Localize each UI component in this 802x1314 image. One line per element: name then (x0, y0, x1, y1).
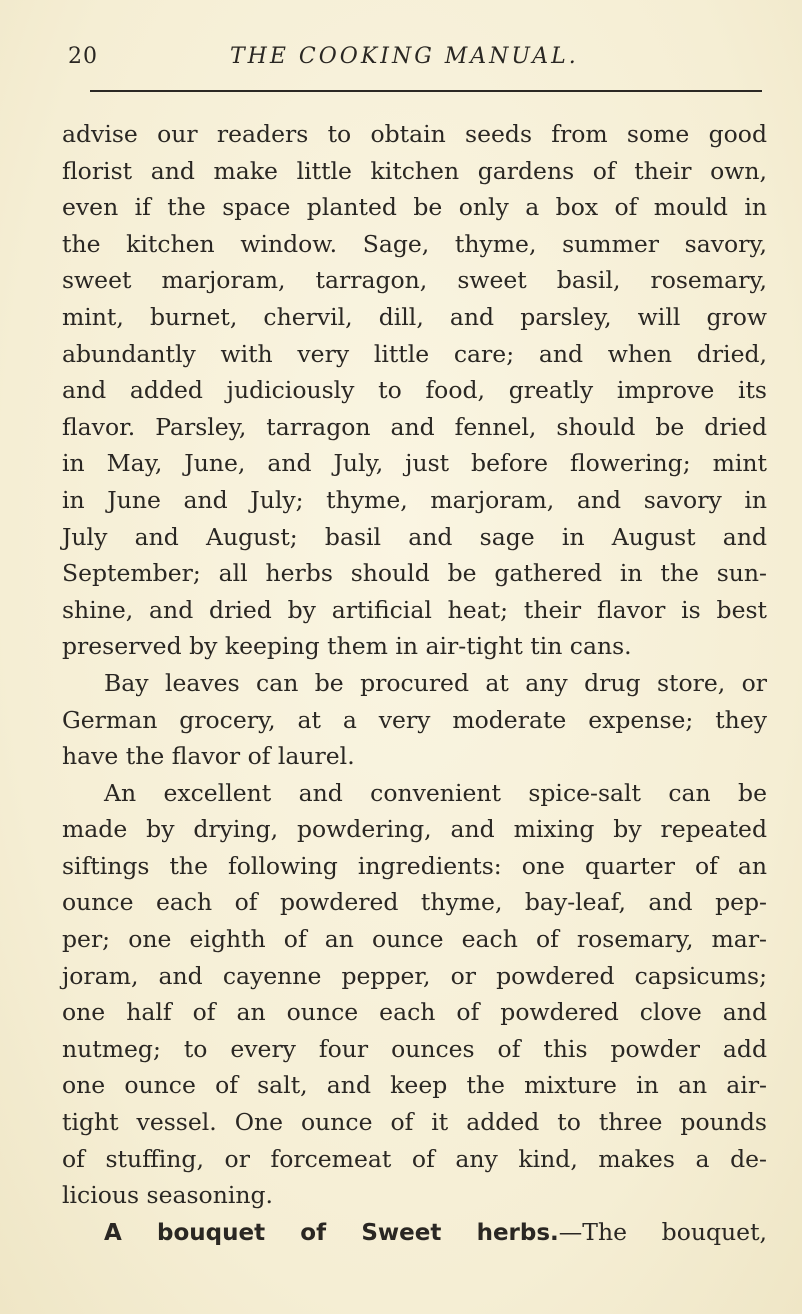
text-line: flavor. Parsley, tarragon and fennel, should be dried (62, 412, 767, 441)
text-line: joram, and cayenne pepper, or powdered capsicums; (62, 961, 767, 990)
text-line: florist and make little kitchen gardens of their own, (62, 156, 767, 185)
page-number: 20 (68, 44, 98, 69)
text-line: and added judiciously to food, greatly improve its (62, 376, 767, 405)
text-line: Bay leaves can be procured at any drug store, or (104, 668, 767, 697)
text-line: of stuffing, or forcemeat of any kind, makes a de- (62, 1144, 767, 1173)
body-text (62, 116, 767, 1250)
text-line: even if the space planted be only a box of mould in (62, 193, 767, 222)
text-line: siftings the following ingredients: one quarter of an (62, 851, 767, 880)
text-line: licious seasoning. (62, 1181, 274, 1210)
section-heading: A bouquet of Sweet herbs. (104, 1219, 559, 1246)
text-line: made by drying, powdering, and mixing by repeated (62, 815, 767, 844)
text-line: per; one eighth of an ounce each of rosemary, mar- (62, 925, 767, 954)
text-line: ounce each of powdered thyme, bay-leaf, and pep- (62, 888, 767, 917)
text-line: shine, and dried by artificial heat; their flavor is best (62, 595, 767, 624)
text-line: one ounce of salt, and keep the mixture in an air- (62, 1071, 767, 1100)
running-title: THE COOKING MANUAL. (230, 44, 579, 69)
text-line: tight vessel. One ounce of it added to three pounds (62, 1108, 767, 1137)
text-line: preserved by keeping them in air-tight tin cans. (62, 632, 632, 661)
text-line: advise our readers to obtain seeds from some good (62, 120, 767, 148)
text-line: nutmeg; to every four ounces of this powder add (62, 1034, 767, 1063)
text-line: An excellent and convenient spice-salt can be (104, 778, 767, 807)
text-line: September; all herbs should be gathered in the sun- (62, 559, 767, 588)
page-header (68, 40, 758, 80)
header-rule (90, 90, 762, 92)
text-line: German grocery, at a very moderate expense; they (62, 705, 767, 734)
text-line: mint, burnet, chervil, dill, and parsley, will grow (62, 302, 767, 331)
text-line: abundantly with very little care; and when dried, (62, 339, 767, 368)
final-line (62, 1214, 767, 1251)
text-line: July and August; basil and sage in August and (62, 522, 767, 551)
text-line: have the flavor of laurel. (62, 742, 355, 771)
text-line: sweet marjoram, tarragon, sweet basil, rosemary, (62, 266, 767, 295)
text-line: in May, June, and July, just before flowering; mint (62, 449, 767, 478)
final-line-text: —The bouquet, (558, 1217, 768, 1246)
text-line: the kitchen window. Sage, thyme, summer savory, (62, 229, 767, 258)
text-line: in June and July; thyme, marjoram, and savory in (62, 485, 767, 514)
text-line: one half of an ounce each of powdered clove and (62, 998, 767, 1027)
